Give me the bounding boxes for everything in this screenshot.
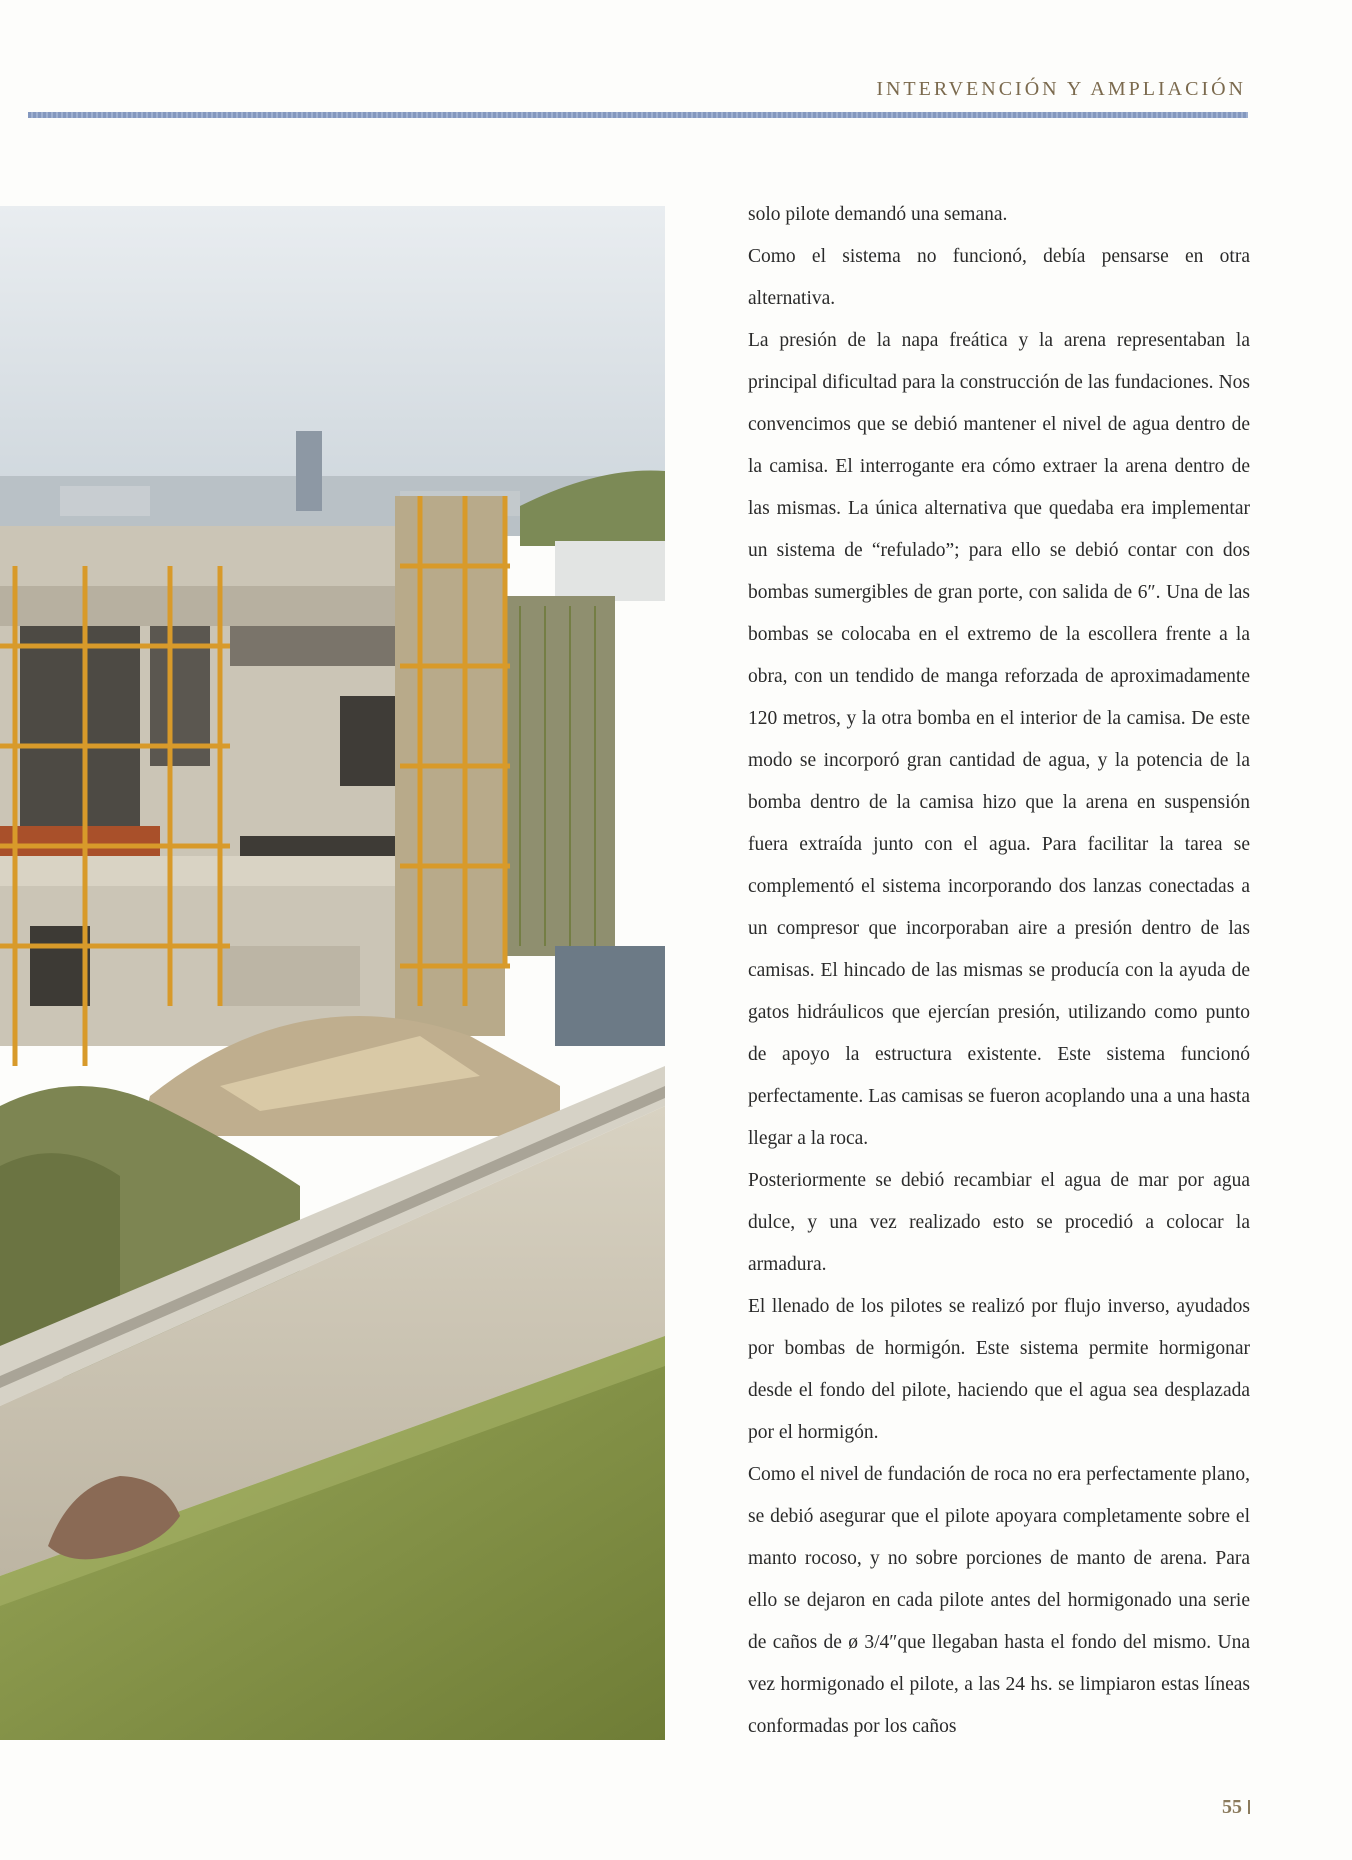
running-header: INTERVENCIÓN Y AMPLIACIÓN	[876, 78, 1246, 100]
paragraph-5: El llenado de los pilotes se realizó por flujo inverso, ayudados por bombas de hormigón. Este sistema permite hormigonar desde el fondo del pilote, haciendo que el agua sea desplazada por el hormigón.	[748, 1296, 1250, 1443]
paragraph-3: La presión de la napa freática y la arena representaban la principal dificultad para la construcción de las fundaciones. Nos convencimos que se debió mantener el nivel de agua dentro de la camisa. El interrogante era cómo extraer la arena dentro de las mismas. La única alternativa que quedaba era implementar un sistema de “refulado”; para ello se debió contar con dos bombas sumergibles de gran porte, con salida de 6″. Una de las bombas se colocaba en el extremo de la escollera frente a la obra, con un tendido de manga reforzada de aproximadamente 120 metros, y la otra bomba en el interior de la camisa. De este modo se incorporó gran cantidad de agua, y la potencia de la bomba dentro de la camisa hizo que la arena en suspensión fuera extraída junto con el agua. Para facilitar la tarea se complementó el sistema incorporando dos lanzas conectadas a un compresor que incorporaban aire a presión dentro de las camisas. El hincado de las mismas se producía con la ayuda de gatos hidráulicos que ejercían presión, utilizando como punto de apoyo la estructura existente. Este sistema funcionó perfectamente. Las camisas se fueron acoplando una a una hasta llegar a la roca.	[748, 330, 1250, 1149]
paragraph-1: solo pilote demandó una semana.	[748, 204, 1008, 225]
header-rule	[28, 112, 1248, 118]
page-number-bar	[1248, 1800, 1250, 1814]
paragraph-6: Como el nivel de fundación de roca no era perfectamente plano, se debió asegurar que el pilote apoyara completamente sobre el manto rocoso, y no sobre porciones de manto de arena. Para ello se dejaron en cada pilote antes del hormigonado una serie de caños de ø 3/4″que llegaban hasta el fondo del mismo. Una vez hormigonado el pilote, a las 24 hs. se limpiaron estas líneas conformadas por los caños	[748, 1464, 1250, 1737]
page-number-value: 55	[1222, 1796, 1242, 1818]
body-text	[748, 194, 1250, 1748]
construction-site-photo	[0, 206, 665, 1740]
construction-photo-icon	[0, 206, 665, 1740]
paragraph-2: Como el sistema no funcionó, debía pensarse en otra alternativa.	[748, 246, 1250, 309]
paragraph-4: Posteriormente se debió recambiar el agua de mar por agua dulce, y una vez realizado esto se procedió a colocar la armadura.	[748, 1170, 1250, 1275]
page-number	[1222, 1796, 1250, 1819]
